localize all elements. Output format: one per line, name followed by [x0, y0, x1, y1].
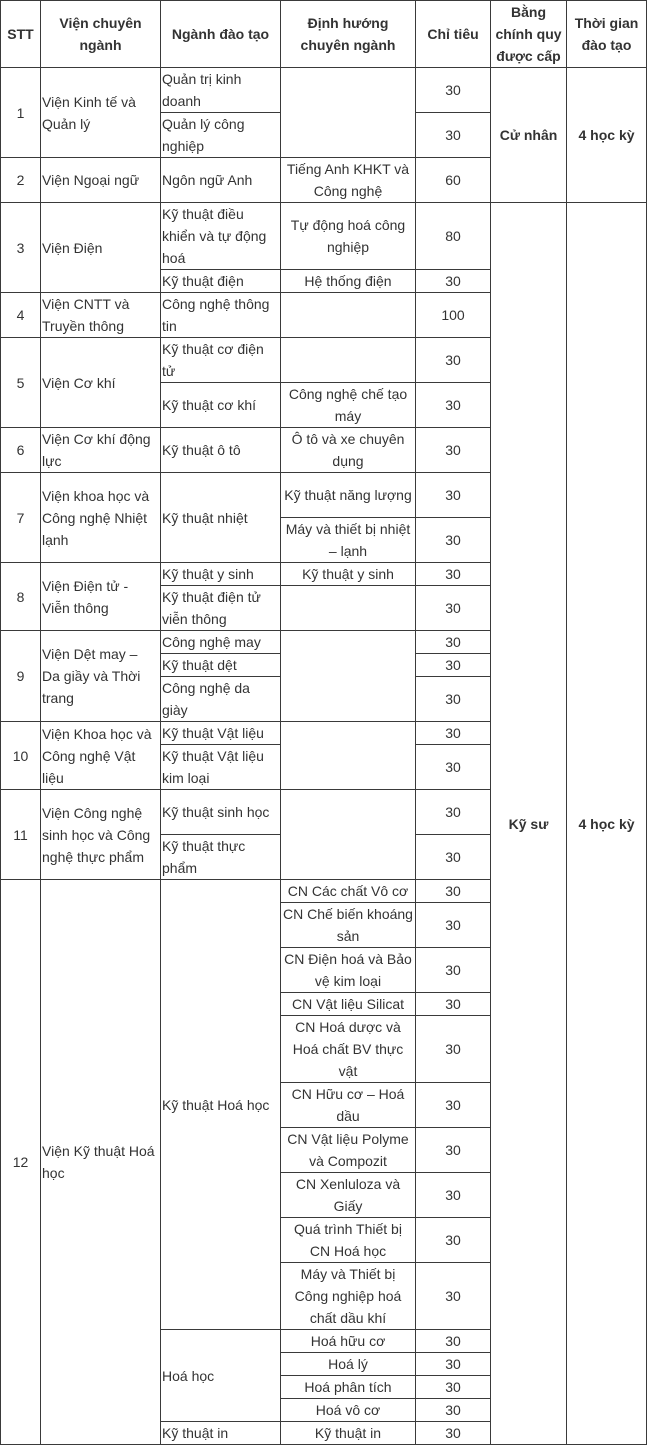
- vien-cell: Viện Cơ khí động lực: [41, 428, 161, 473]
- chi-tieu-cell: 30: [416, 835, 491, 880]
- nganh-cell: Công nghệ thông tin: [161, 293, 281, 338]
- chi-tieu-cell: 60: [416, 158, 491, 203]
- chi-tieu-cell: 30: [416, 338, 491, 383]
- dinh-huong-cell: CN Xenluloza và Giấy: [281, 1173, 416, 1218]
- vien-cell: Viện Điện: [41, 203, 161, 293]
- header-nganh: Ngành đào tạo: [161, 1, 281, 68]
- header-row: [1, 1, 647, 68]
- dinh-huong-cell: [281, 631, 416, 722]
- dinh-huong-cell: CN Các chất Vô cơ: [281, 880, 416, 903]
- header-bang: Bằng chính quy được cấp: [491, 1, 567, 68]
- chi-tieu-cell: 30: [416, 1218, 491, 1263]
- chi-tieu-cell: 30: [416, 654, 491, 677]
- dinh-huong-cell: [281, 68, 416, 158]
- chi-tieu-cell: 30: [416, 1399, 491, 1422]
- chi-tieu-cell: 30: [416, 1173, 491, 1218]
- stt-cell: 7: [1, 473, 41, 563]
- chi-tieu-cell: 30: [416, 1376, 491, 1399]
- nganh-cell: Hoá học: [161, 1330, 281, 1422]
- chi-tieu-cell: 30: [416, 383, 491, 428]
- chi-tieu-cell: 30: [416, 1263, 491, 1330]
- dinh-huong-cell: Kỹ thuật in: [281, 1422, 416, 1445]
- dinh-huong-cell: CN Hữu cơ – Hoá dầu: [281, 1083, 416, 1128]
- stt-cell: 2: [1, 158, 41, 203]
- chi-tieu-cell: 30: [416, 993, 491, 1016]
- nganh-cell: Kỹ thuật Vật liệu kim loại: [161, 745, 281, 790]
- stt-cell: 8: [1, 563, 41, 631]
- nganh-cell: Kỹ thuật thực phẩm: [161, 835, 281, 880]
- nganh-cell: Công nghệ may: [161, 631, 281, 654]
- dinh-huong-cell: Máy và thiết bị nhiệt – lạnh: [281, 518, 416, 563]
- vien-cell: Viện Kỹ thuật Hoá học: [41, 880, 161, 1445]
- table-row: [1, 68, 647, 113]
- header-vien: Viện chuyên ngành: [41, 1, 161, 68]
- dinh-huong-cell: Hoá phân tích: [281, 1376, 416, 1399]
- stt-cell: 3: [1, 203, 41, 293]
- nganh-cell: Kỹ thuật Vật liệu: [161, 722, 281, 745]
- dinh-huong-cell: CN Chế biến khoáng sản: [281, 903, 416, 948]
- chi-tieu-cell: 100: [416, 293, 491, 338]
- nganh-cell: Kỹ thuật ô tô: [161, 428, 281, 473]
- chi-tieu-cell: 30: [416, 903, 491, 948]
- nganh-cell: Công nghệ da giày: [161, 677, 281, 722]
- dinh-huong-cell: Tiếng Anh KHKT và Công nghệ: [281, 158, 416, 203]
- chi-tieu-cell: 30: [416, 1422, 491, 1445]
- dinh-huong-cell: [281, 586, 416, 631]
- dinh-huong-cell: Hoá lý: [281, 1353, 416, 1376]
- nganh-cell: Ngôn ngữ Anh: [161, 158, 281, 203]
- chi-tieu-cell: 30: [416, 270, 491, 293]
- chi-tieu-cell: 30: [416, 1128, 491, 1173]
- stt-cell: 12: [1, 880, 41, 1445]
- chi-tieu-cell: 30: [416, 586, 491, 631]
- nganh-cell: Kỹ thuật cơ điện tử: [161, 338, 281, 383]
- chi-tieu-cell: 30: [416, 563, 491, 586]
- chi-tieu-cell: 80: [416, 203, 491, 270]
- dinh-huong-cell: CN Hoá dược và Hoá chất BV thực vật: [281, 1016, 416, 1083]
- chi-tieu-cell: 30: [416, 948, 491, 993]
- stt-cell: 6: [1, 428, 41, 473]
- chi-tieu-cell: 30: [416, 68, 491, 113]
- nganh-cell: Quản trị kinh doanh: [161, 68, 281, 113]
- stt-cell: 11: [1, 790, 41, 880]
- dinh-huong-cell: CN Vật liệu Silicat: [281, 993, 416, 1016]
- chi-tieu-cell: 30: [416, 518, 491, 563]
- stt-cell: 4: [1, 293, 41, 338]
- nganh-cell: Kỹ thuật điện: [161, 270, 281, 293]
- dinh-huong-cell: Kỹ thuật năng lượng: [281, 473, 416, 518]
- header-stt: STT: [1, 1, 41, 68]
- chi-tieu-cell: 30: [416, 880, 491, 903]
- chi-tieu-cell: 30: [416, 677, 491, 722]
- chi-tieu-cell: 30: [416, 1353, 491, 1376]
- vien-cell: Viện Kinh tế và Quản lý: [41, 68, 161, 158]
- dinh-huong-cell: Tự động hoá công nghiệp: [281, 203, 416, 270]
- chi-tieu-cell: 30: [416, 113, 491, 158]
- stt-cell: 5: [1, 338, 41, 428]
- chi-tieu-cell: 30: [416, 631, 491, 654]
- header-chi-tieu: Chỉ tiêu: [416, 1, 491, 68]
- vien-cell: Viện Cơ khí: [41, 338, 161, 428]
- dinh-huong-cell: Máy và Thiết bị Công nghiệp hoá chất dầu khí: [281, 1263, 416, 1330]
- chi-tieu-cell: 30: [416, 473, 491, 518]
- chi-tieu-cell: 30: [416, 1330, 491, 1353]
- chi-tieu-cell: 30: [416, 1016, 491, 1083]
- vien-cell: Viện khoa học và Công nghệ Nhiệt lạnh: [41, 473, 161, 563]
- nganh-cell: Kỹ thuật điện tử viễn thông: [161, 586, 281, 631]
- nganh-cell: Quản lý công nghiệp: [161, 113, 281, 158]
- dinh-huong-cell: CN Điện hoá và Bảo vệ kim loại: [281, 948, 416, 993]
- chi-tieu-cell: 30: [416, 722, 491, 745]
- dinh-huong-cell: [281, 722, 416, 790]
- degree-ky-su: Kỹ sư: [491, 203, 567, 1445]
- nganh-cell: Kỹ thuật dệt: [161, 654, 281, 677]
- dinh-huong-cell: [281, 790, 416, 880]
- dinh-huong-cell: CN Vật liệu Polyme và Compozit: [281, 1128, 416, 1173]
- vien-cell: Viện CNTT và Truyền thông: [41, 293, 161, 338]
- stt-cell: 9: [1, 631, 41, 722]
- stt-cell: 1: [1, 68, 41, 158]
- header-dinh-huong: Định hướng chuyên ngành: [281, 1, 416, 68]
- header-thoi-gian: Thời gian đào tạo: [567, 1, 647, 68]
- vien-cell: Viện Khoa học và Công nghệ Vật liệu: [41, 722, 161, 790]
- dinh-huong-cell: Kỹ thuật y sinh: [281, 563, 416, 586]
- dinh-huong-cell: Quá trình Thiết bị CN Hoá học: [281, 1218, 416, 1263]
- chi-tieu-cell: 30: [416, 745, 491, 790]
- nganh-cell: Kỹ thuật y sinh: [161, 563, 281, 586]
- table-row: [1, 203, 647, 270]
- stt-cell: 10: [1, 722, 41, 790]
- nganh-cell: Kỹ thuật sinh học: [161, 790, 281, 835]
- degree-cu-nhan: Cử nhân: [491, 68, 567, 203]
- duration-cu-nhan: 4 học kỳ: [567, 68, 647, 203]
- duration-ky-su: 4 học kỳ: [567, 203, 647, 1445]
- dinh-huong-cell: Hệ thống điện: [281, 270, 416, 293]
- dinh-huong-cell: [281, 293, 416, 338]
- dinh-huong-cell: Hoá hữu cơ: [281, 1330, 416, 1353]
- vien-cell: Viện Dệt may – Da giầy và Thời trang: [41, 631, 161, 722]
- chi-tieu-cell: 30: [416, 790, 491, 835]
- dinh-huong-cell: Ô tô và xe chuyên dụng: [281, 428, 416, 473]
- chi-tieu-cell: 30: [416, 1083, 491, 1128]
- chi-tieu-cell: 30: [416, 428, 491, 473]
- dinh-huong-cell: [281, 338, 416, 383]
- dinh-huong-cell: Hoá vô cơ: [281, 1399, 416, 1422]
- nganh-cell: Kỹ thuật in: [161, 1422, 281, 1445]
- nganh-cell: Kỹ thuật điều khiển và tự động hoá: [161, 203, 281, 270]
- vien-cell: Viện Điện tử - Viễn thông: [41, 563, 161, 631]
- vien-cell: Viện Ngoại ngữ: [41, 158, 161, 203]
- nganh-cell: Kỹ thuật cơ khí: [161, 383, 281, 428]
- nganh-cell: Kỹ thuật Hoá học: [161, 880, 281, 1330]
- vien-cell: Viện Công nghệ sinh học và Công nghệ thực phẩm: [41, 790, 161, 880]
- nganh-cell: Kỹ thuật nhiệt: [161, 473, 281, 563]
- dinh-huong-cell: Công nghệ chế tạo máy: [281, 383, 416, 428]
